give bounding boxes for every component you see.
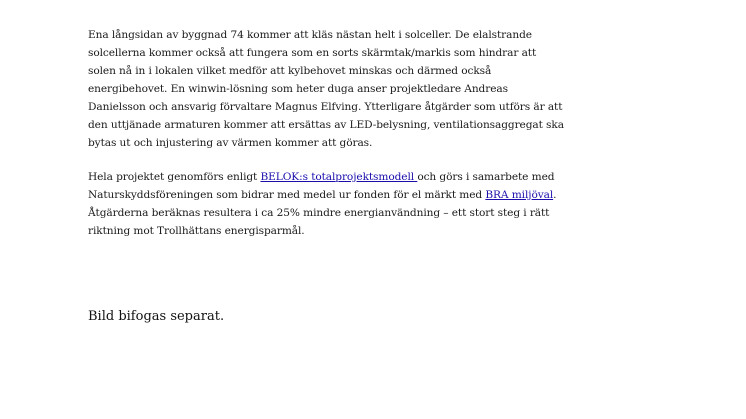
text-line: solcellerna kommer också att fungera som en sorts skärmtak/markis som hindrar att — [88, 47, 537, 59]
text-line — [88, 168, 608, 186]
bra-miljoval-link[interactable]: BRA miljöval — [485, 189, 554, 201]
text-fragment: . — [553, 189, 557, 201]
text-fragment: och görs i samarbete med — [417, 171, 555, 183]
text-line: den uttjänade armaturen kommer att ersättas av LED-belysning, ventilationsaggregat ska — [88, 119, 564, 131]
belok-model-link[interactable]: BELOK:s totalprojektsmodell — [260, 171, 418, 183]
paragraph-project-description — [88, 26, 608, 152]
text-line: Ena långsidan av byggnad 74 kommer att kläs nästan helt i solceller. De elalstrande — [88, 29, 532, 41]
text-line: energibehovet. En winwin-lösning som heter duga anser projektledare Andreas — [88, 83, 508, 95]
text-fragment: Hela projektet genomförs enligt — [88, 171, 261, 183]
paragraph-project-funding — [88, 168, 608, 240]
text-fragment: Naturskyddsföreningen som bidrar med medel ur fonden för el märkt med — [88, 189, 486, 201]
text-line — [88, 186, 608, 204]
text-line: bytas ut och injustering av värmen kommer att göras. — [88, 137, 373, 149]
text-line: Åtgärderna beräknas resultera i ca 25% mindre energianvändning – ett stort steg i rätt — [88, 207, 550, 219]
document-body — [88, 26, 608, 240]
text-line: solen nå in i lokalen vilket medför att kylbehovet minskas och därmed också — [88, 65, 492, 77]
text-line: Danielsson och ansvarig förvaltare Magnus Elfving. Ytterligare åtgärder som utförs är att — [88, 101, 563, 113]
text-line: riktning mot Trollhättans energisparmål. — [88, 225, 305, 237]
attachment-note: Bild bifogas separat. — [88, 309, 225, 324]
